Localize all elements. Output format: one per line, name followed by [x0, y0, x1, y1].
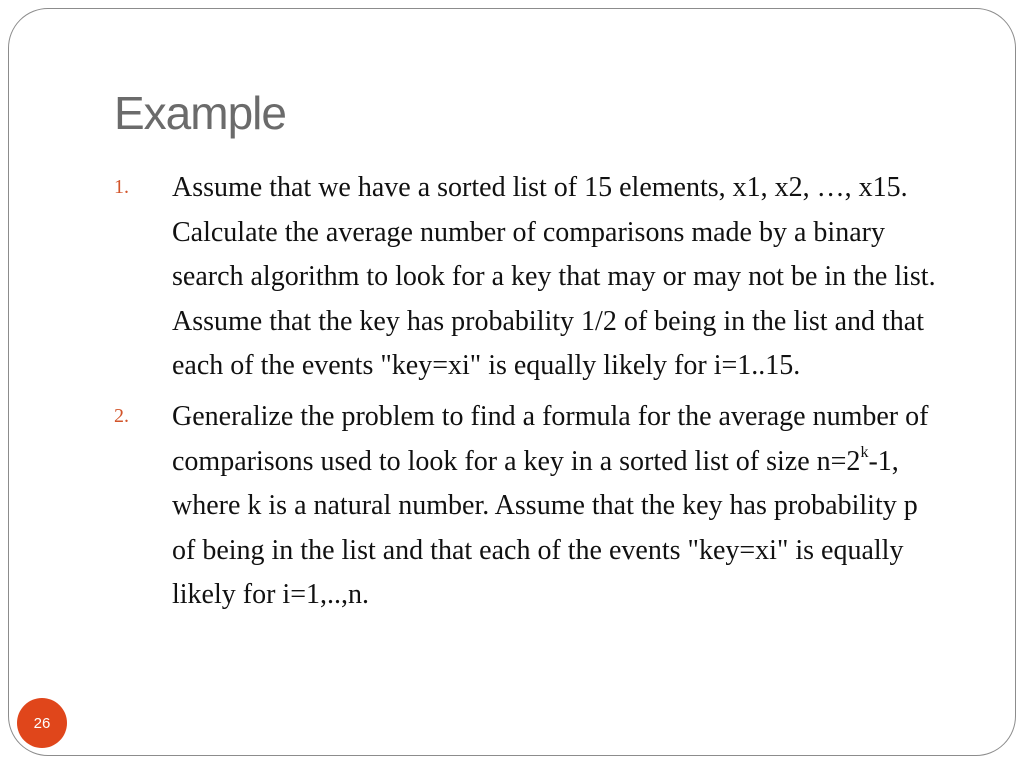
- list-item: [114, 395, 944, 618]
- list-item-number: 1.: [114, 176, 129, 198]
- slide-title: Example: [114, 87, 286, 139]
- list-item: [114, 166, 944, 389]
- numbered-list: [114, 166, 944, 624]
- list-item-text-part: -1, where k is a natural number. Assume that the key has probability p of being in the list and that each of the events "key=xi" is equally likely for i=1,..,n.: [172, 445, 918, 611]
- list-item-text: [172, 395, 944, 618]
- list-item-text: Assume that we have a sorted list of 15 elements, x1, x2, …, x15. Calculate the average number of comparisons made by a binary search algorithm to look for a key that may or may not be in the list. Assume that the key has probability 1/2 of being in the list and that each of the events "key=xi" is equally likely for i=1..15.: [172, 172, 936, 382]
- list-item-number: 2.: [114, 404, 129, 427]
- page-number: 26: [33, 714, 51, 732]
- list-item-text-part: Generalize the problem to find a formula for the average number of comparisons used to look for a key in a sorted list of size n=2: [172, 400, 929, 477]
- page-number-badge: [17, 698, 67, 748]
- exponent: k: [860, 443, 869, 461]
